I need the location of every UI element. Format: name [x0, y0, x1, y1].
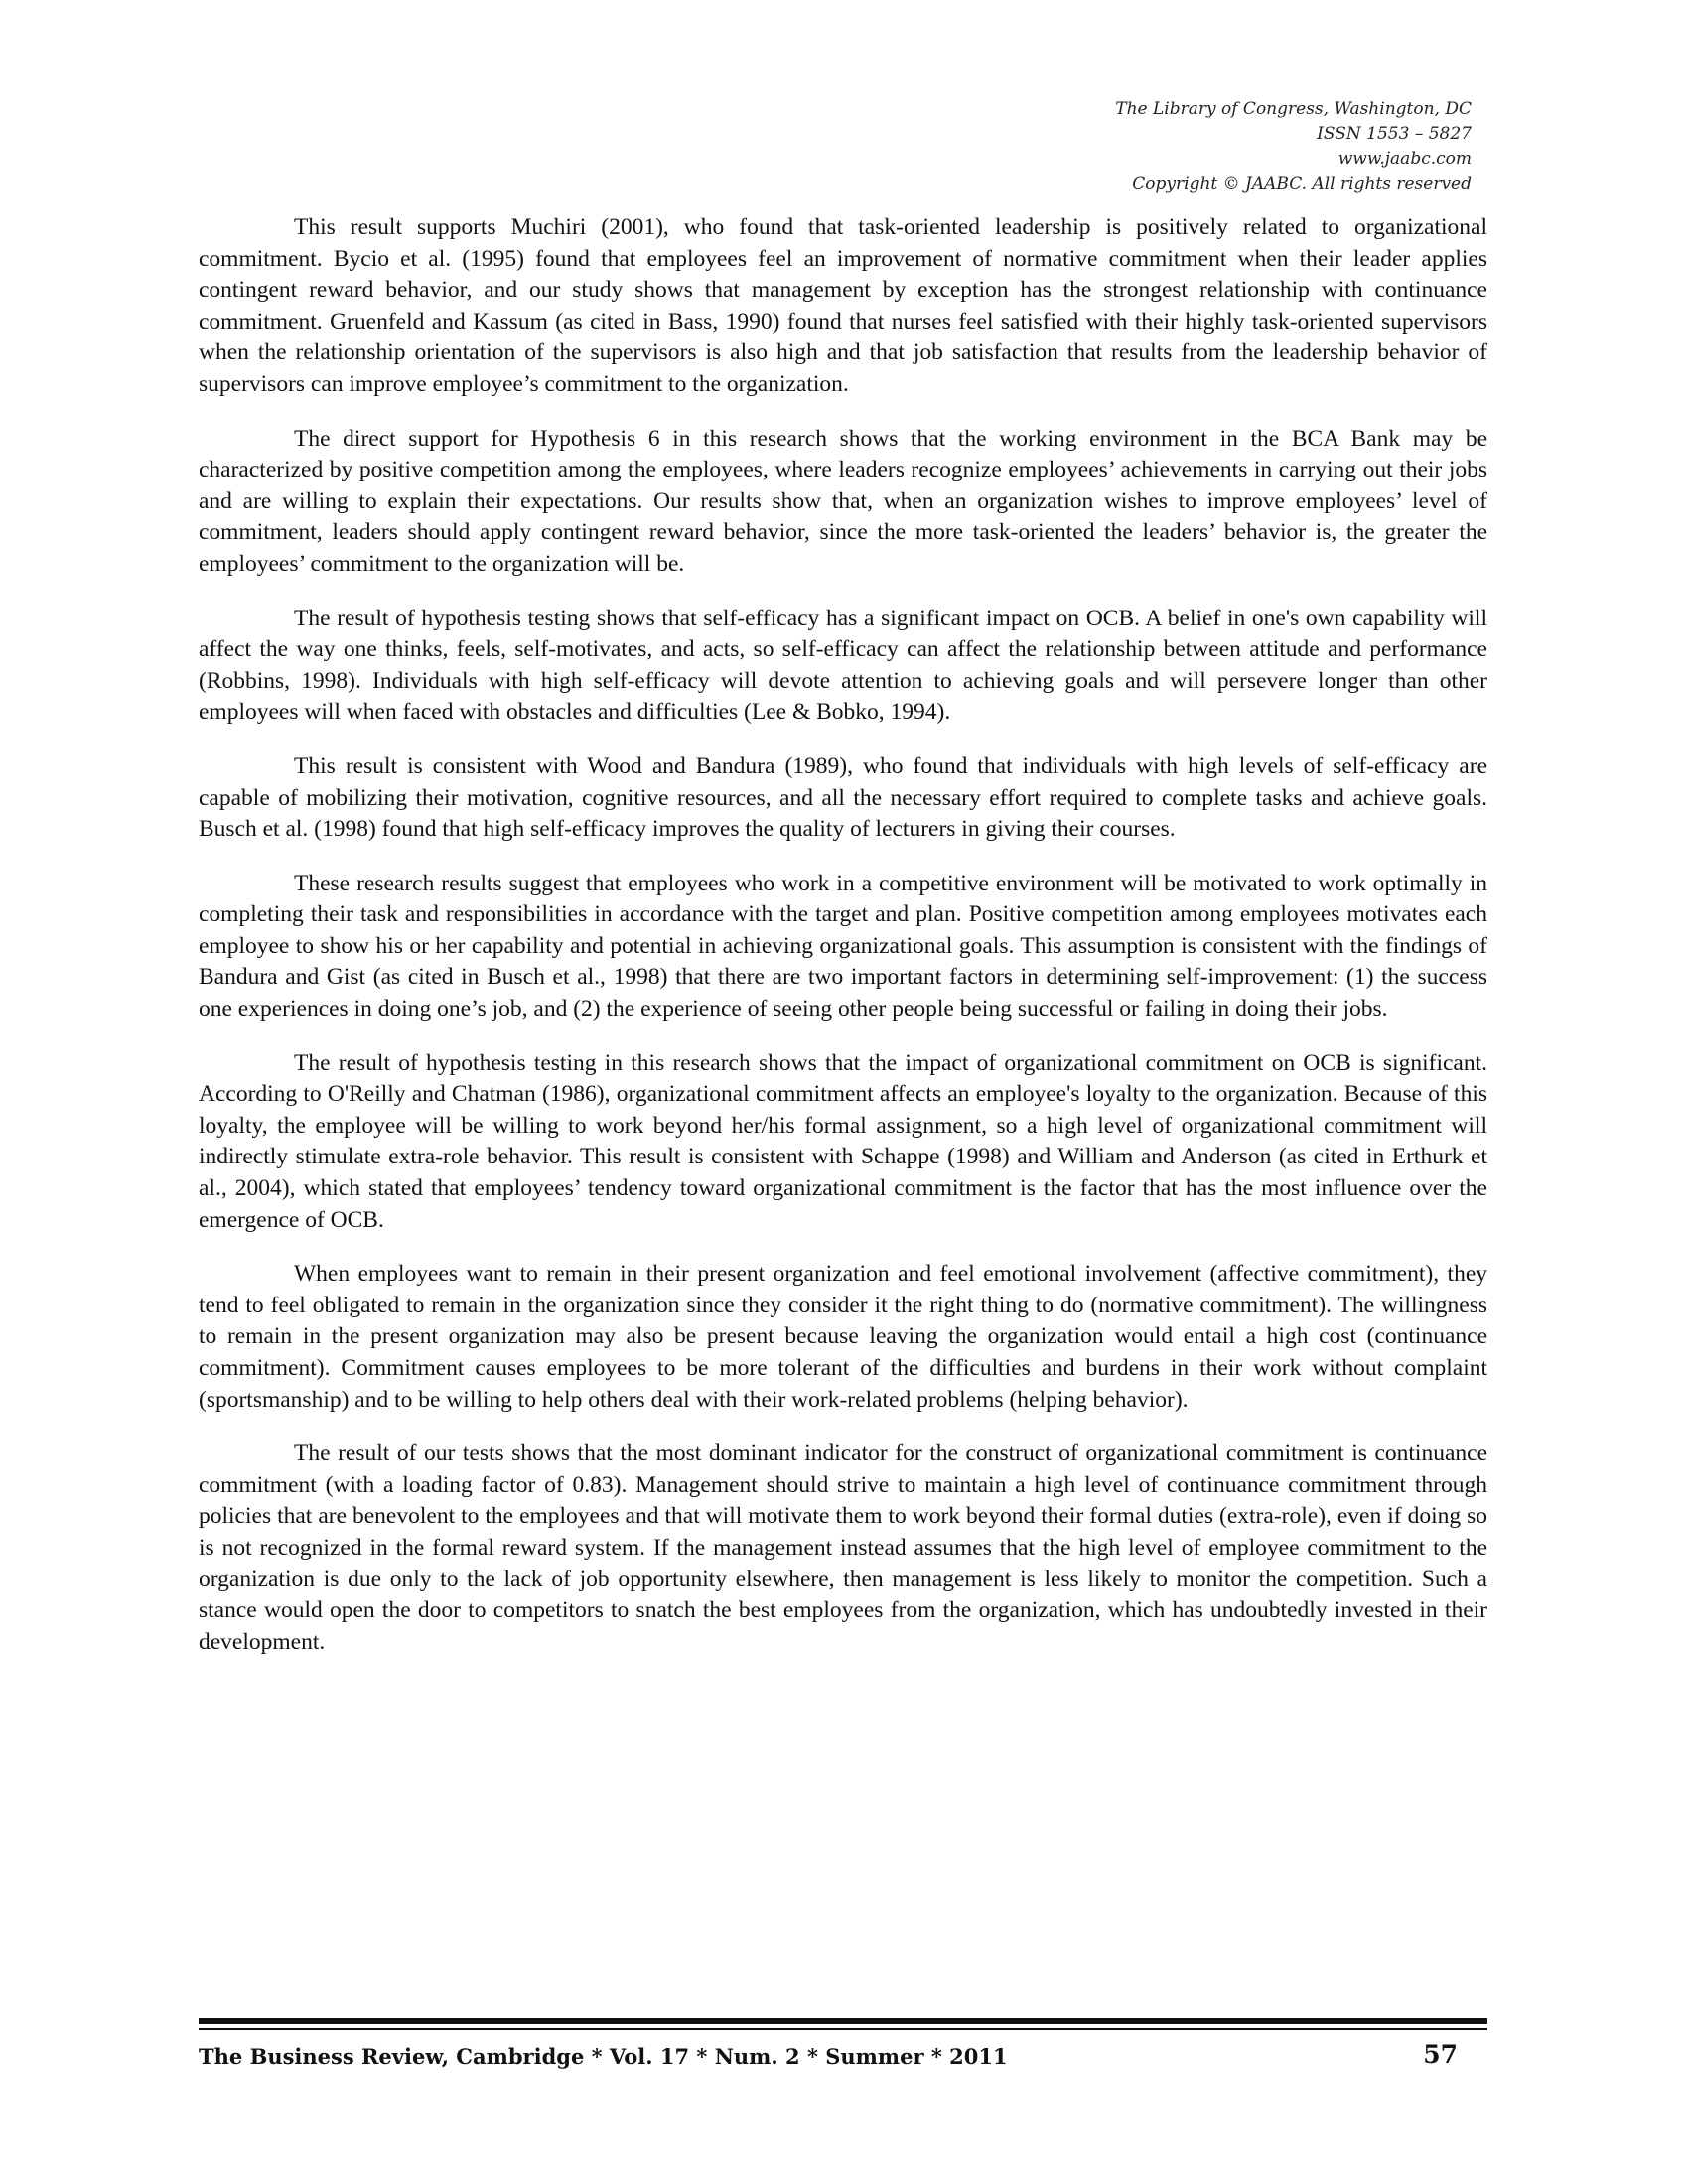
header-issn: ISSN 1553 – 5827 — [1317, 124, 1472, 144]
paragraph-3: The result of hypothesis testing shows that self-efficacy has a significant impact on OCB. A belief in one's own capability will affect the way one thinks, feels, self-motivates, and acts, so self-efficacy can affect the relationship between attitude and performance (Robbins, 1998). Individuals with high self-efficacy will devote attention to achieving goals and will persevere longer than other employees will when faced with obstacles and difficulties (Lee & Bobko, 1994). — [199, 605, 1487, 726]
paragraph-6: The result of hypothesis testing in this research shows that the impact of organizational commitment on OCB is significant. According to O'Reilly and Chatman (1986), organizational commitment affects an employee's loyalty to the organization. Because of this loyalty, the employee will be willing to work beyond her/his formal assignment, so a high level of organizational commitment will indirectly stimulate extra-role behavior. This result is consistent with Schappe (1998) and William and Anderson (as cited in Erthurk et al., 2004), which stated that employees’ tendency toward organizational commitment is the factor that has the most influence over the emergence of OCB. — [199, 1049, 1487, 1233]
paragraph-5: These research results suggest that employees who work in a competitive environment will be motivated to work optimally in completing their task and responsibilities in accordance with the target and plan. Positive competition among employees motivates each employee to show his or her capability and potential in achieving organizational goals. This assumption is consistent with the findings of Bandura and Gist (as cited in Busch et al., 1998) that there are two important factors in determining self-improvement: (1) the success one experiences in doing one’s job, and (2) the experience of seeing other people being successful or failing in doing their jobs. — [199, 870, 1487, 1023]
header-copyright: Copyright © JAABC. All rights reserved — [1132, 174, 1472, 194]
paragraph-2: The direct support for Hypothesis 6 in this research shows that the working environment in the BCA Bank may be characterized by positive competition among the employees, where leaders recognize employees’ achievements in carrying out their jobs and are willing to explain their expectations. Our results show that, when an organization wishes to improve employees’ level of commitment, leaders should apply contingent reward behavior, since the more task-oriented the leaders’ behavior is, the greater the employees’ commitment to the organization will be. — [199, 425, 1487, 577]
footer-journal-citation: The Business Review, Cambridge * Vol. 17 * Num. 2 * Summer * 2011 — [199, 2044, 1008, 2069]
paragraph-7: When employees want to remain in their present organization and feel emotional involvement (affective commitment), they tend to feel obligated to remain in the organization since they consider it the right thing to do (normative commitment). The willingness to remain in the present organization may also be present because leaving the organization would entail a high cost (continuance commitment). Commitment causes employees to be more tolerant of the difficulties and burdens in their work without complaint (sportsmanship) and to be willing to help others deal with their work-related problems (helping behavior). — [199, 1261, 1487, 1413]
page-number: 57 — [1423, 2040, 1458, 2069]
article-body — [199, 212, 1487, 1681]
paragraph-1: This result supports Muchiri (2001), who found that task-oriented leadership is positively related to organizational commitment. Bycio et al. (1995) found that employees feel an improvement of normative commitment when their leader applies contingent reward behavior, and our study shows that management by exception has the strongest relationship with continuance commitment. Gruenfeld and Kassum (as cited in Bass, 1990) found that nurses feel satisfied with their highly task-oriented supervisors when the relationship orientation of the supervisors is also high and that job satisfaction that results from the leadership behavior of supervisors can improve employee’s commitment to the organization. — [199, 214, 1487, 397]
footer-rule-thick — [199, 2018, 1487, 2024]
paragraph-8: The result of our tests shows that the most dominant indicator for the construct of organizational commitment is continuance commitment (with a loading factor of 0.83). Management should strive to maintain a high level of continuance commitment through policies that are benevolent to the employees and that will motivate them to work beyond their formal duties (extra-role), even if doing so is not recognized in the formal reward system. If the management instead assumes that the high level of employee commitment to the organization is due only to the lack of job opportunity elsewhere, then management is less likely to monitor the competition. Such a stance would open the door to competitors to snatch the best employees from the organization, which has undoubtedly invested in their development. — [199, 1440, 1487, 1655]
footer-rule-thin — [199, 2028, 1487, 2030]
header-website: www.jaabc.com — [1337, 149, 1472, 169]
paragraph-4: This result is consistent with Wood and Bandura (1989), who found that individuals with high levels of self-efficacy are capable of mobilizing their motivation, cognitive resources, and all the necessary effort required to complete tasks and achieve goals. Busch et al. (1998) found that high self-efficacy improves the quality of lecturers in giving their courses. — [199, 752, 1487, 843]
header-publisher: The Library of Congress, Washington, DC — [1115, 99, 1472, 119]
running-header — [1115, 97, 1472, 197]
